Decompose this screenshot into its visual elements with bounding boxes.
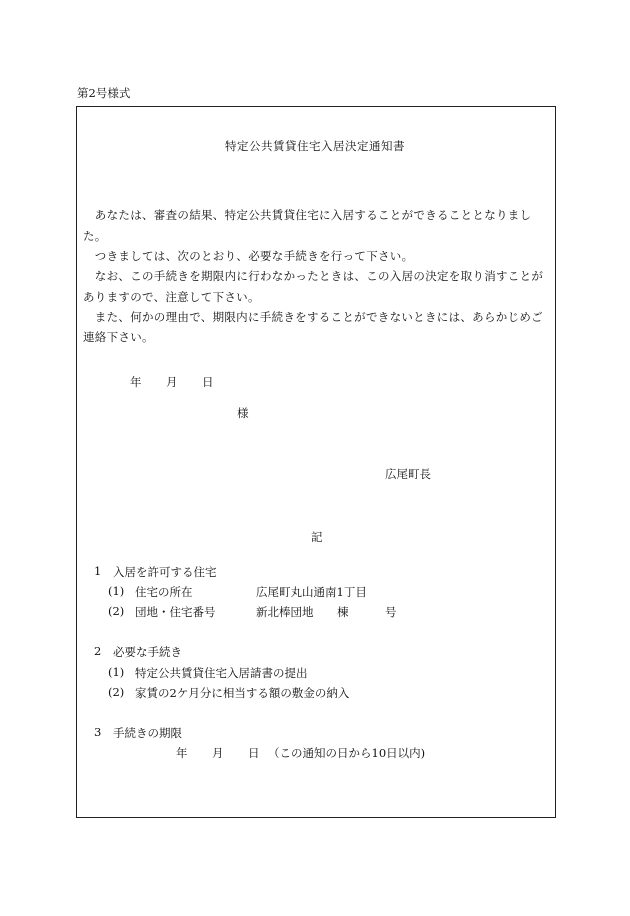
form-number: 第2号様式 — [77, 86, 131, 100]
item-number: (1) — [108, 665, 125, 679]
item-value: 広尾町丸山通南1丁目 — [256, 585, 367, 599]
document-title: 特定公共賃貸住宅入居決定通知書 — [225, 139, 405, 153]
body-line: また、何かの理由で、期限内に手続きをすることができないときには、あらかじめご — [83, 310, 543, 324]
item-number: (1) — [108, 584, 125, 598]
section-heading: 入居を許可する住宅 — [113, 565, 217, 579]
item-label: 住宅の所在 — [135, 585, 193, 599]
date-day: 日 — [202, 375, 214, 389]
body-line: つきましては、次のとおり、必要な手続きを行って下さい。 — [83, 249, 414, 263]
section-heading: 必要な手続き — [113, 645, 182, 659]
item-value: 新北棒団地 — [256, 605, 314, 619]
body-line: ありますので、注意して下さい。 — [83, 290, 260, 304]
deadline-note: （この通知の日から10日以内) — [268, 746, 426, 760]
deadline-day: 日 — [248, 746, 260, 760]
issuer: 広尾町長 — [385, 467, 431, 481]
body-line: なお、この手続きを期限内に行わなかったときは、この入居の決定を取り消すことが — [83, 269, 544, 283]
item-label: 団地・住宅番号 — [135, 605, 216, 619]
item-number: (2) — [108, 604, 125, 618]
body-line: 連絡下さい。 — [83, 330, 154, 344]
deadline-year: 年 — [176, 746, 188, 760]
section-number: 3 — [94, 725, 102, 739]
item-number: (2) — [108, 685, 125, 699]
section-number: 2 — [94, 644, 102, 658]
addressee-suffix: 様 — [237, 406, 249, 420]
body-line: た。 — [83, 229, 107, 243]
item-unit-building: 棟 — [337, 605, 349, 619]
section-number: 1 — [94, 564, 102, 578]
ki-marker: 記 — [311, 530, 323, 544]
date-year: 年 — [130, 375, 142, 389]
body-line: あなたは、審査の結果、特定公共賃貸住宅に入居することができることとなりまし — [83, 208, 532, 222]
date-month: 月 — [166, 375, 178, 389]
item-label: 家賃の2ケ月分に相当する額の敷金の納入 — [135, 686, 350, 700]
item-label: 特定公共賃貸住宅入居請書の提出 — [135, 666, 308, 680]
item-unit-number: 号 — [385, 605, 397, 619]
section-heading: 手続きの期限 — [113, 726, 182, 740]
deadline-month: 月 — [212, 746, 224, 760]
